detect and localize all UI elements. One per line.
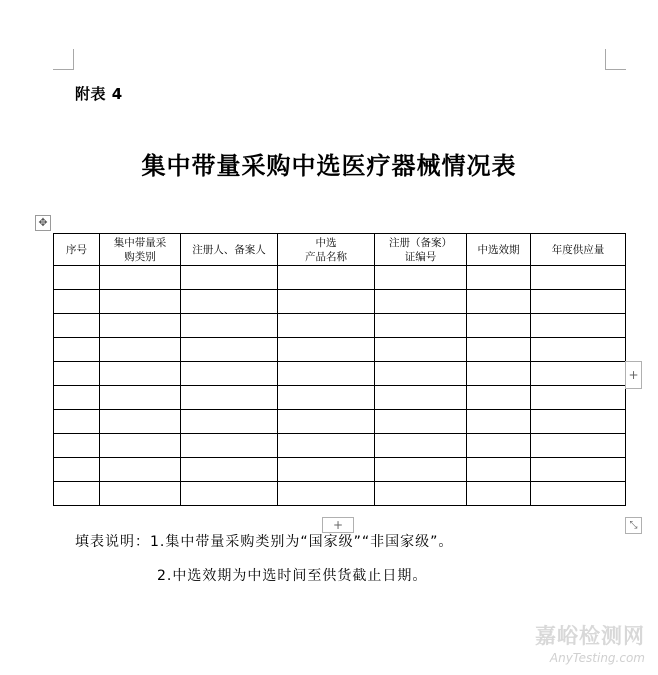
table-cell[interactable] xyxy=(467,266,531,290)
table-cell[interactable] xyxy=(100,314,181,338)
table-cell[interactable] xyxy=(531,362,626,386)
table-cell[interactable] xyxy=(54,482,100,506)
table-cell[interactable] xyxy=(375,314,467,338)
table-cell[interactable] xyxy=(375,386,467,410)
header-annual-supply: 年度供应量 xyxy=(531,234,626,266)
plus-icon: + xyxy=(332,518,344,532)
document-title: 集中带量采购中选医疗器械情况表 xyxy=(141,152,517,180)
table-cell[interactable] xyxy=(278,434,375,458)
table-cell[interactable] xyxy=(375,458,467,482)
table-cell[interactable] xyxy=(278,362,375,386)
note-line-2: 2.中选效期为中选时间至供货截止日期。 xyxy=(157,568,428,584)
table-cell[interactable] xyxy=(54,410,100,434)
header-validity-period: 中选效期 xyxy=(467,234,531,266)
watermark-en: AnyTesting.com xyxy=(549,651,645,665)
table-cell[interactable] xyxy=(467,314,531,338)
table-cell[interactable] xyxy=(375,338,467,362)
add-column-button[interactable] xyxy=(625,361,642,389)
table-cell[interactable] xyxy=(278,290,375,314)
table-row xyxy=(54,338,626,362)
table-cell[interactable] xyxy=(278,458,375,482)
table-cell[interactable] xyxy=(531,266,626,290)
table-cell[interactable] xyxy=(278,338,375,362)
table-resize-handle[interactable] xyxy=(625,517,642,534)
table-cell[interactable] xyxy=(100,434,181,458)
table-cell[interactable] xyxy=(181,266,278,290)
table-cell[interactable] xyxy=(100,362,181,386)
table-cell[interactable] xyxy=(375,434,467,458)
table-cell[interactable] xyxy=(278,410,375,434)
header-registrant: 注册人、备案人 xyxy=(181,234,278,266)
table-cell[interactable] xyxy=(54,362,100,386)
table-cell[interactable] xyxy=(467,386,531,410)
table-cell[interactable] xyxy=(531,482,626,506)
table-cell[interactable] xyxy=(375,290,467,314)
table-cell[interactable] xyxy=(54,338,100,362)
table-cell[interactable] xyxy=(181,410,278,434)
table-cell[interactable] xyxy=(181,338,278,362)
table-cell[interactable] xyxy=(375,266,467,290)
table-cell[interactable] xyxy=(181,458,278,482)
table-cell[interactable] xyxy=(375,482,467,506)
table-row xyxy=(54,266,626,290)
crop-mark-top-left xyxy=(53,49,74,70)
table-cell[interactable] xyxy=(181,434,278,458)
table-body xyxy=(54,266,626,506)
header-serial-number: 序号 xyxy=(54,234,100,266)
table-row xyxy=(54,434,626,458)
crop-mark-top-right xyxy=(605,49,626,70)
table-cell[interactable] xyxy=(467,410,531,434)
table-cell[interactable] xyxy=(100,266,181,290)
table-move-handle[interactable] xyxy=(35,215,51,231)
plus-icon: + xyxy=(628,368,639,382)
table-cell[interactable] xyxy=(531,434,626,458)
table-cell[interactable] xyxy=(54,386,100,410)
procurement-table xyxy=(53,233,626,506)
table-row xyxy=(54,314,626,338)
table-cell[interactable] xyxy=(181,482,278,506)
table-cell[interactable] xyxy=(531,290,626,314)
note-line-1: 填表说明：1.集中带量采购类别为“国家级”“非国家级”。 xyxy=(75,534,454,550)
table-row xyxy=(54,410,626,434)
table-cell[interactable] xyxy=(467,338,531,362)
table-cell[interactable] xyxy=(467,434,531,458)
table-cell[interactable] xyxy=(467,458,531,482)
table-cell[interactable] xyxy=(181,362,278,386)
table-row xyxy=(54,458,626,482)
table-cell[interactable] xyxy=(467,290,531,314)
table-cell[interactable] xyxy=(531,314,626,338)
table-cell[interactable] xyxy=(467,482,531,506)
table-cell[interactable] xyxy=(375,362,467,386)
table-cell[interactable] xyxy=(54,314,100,338)
table-cell[interactable] xyxy=(531,338,626,362)
table-row xyxy=(54,386,626,410)
table-header-row xyxy=(54,234,626,266)
table-cell[interactable] xyxy=(531,410,626,434)
table-row xyxy=(54,290,626,314)
table-cell[interactable] xyxy=(181,290,278,314)
table-cell[interactable] xyxy=(100,290,181,314)
table-cell[interactable] xyxy=(181,314,278,338)
header-certificate-number: 注册（备案） 证编号 xyxy=(375,234,467,266)
watermark-cn: 嘉峪检测网 xyxy=(535,624,645,648)
table-cell[interactable] xyxy=(54,290,100,314)
watermark xyxy=(505,620,645,665)
header-procurement-category: 集中带量采 购类别 xyxy=(100,234,181,266)
resize-icon: ⤡ xyxy=(629,520,638,531)
table-cell[interactable] xyxy=(531,458,626,482)
table-cell[interactable] xyxy=(278,266,375,290)
table-row xyxy=(54,362,626,386)
table-row xyxy=(54,482,626,506)
table-cell[interactable] xyxy=(100,482,181,506)
header-product-name: 中选 产品名称 xyxy=(278,234,375,266)
table-cell[interactable] xyxy=(531,386,626,410)
table-cell[interactable] xyxy=(100,458,181,482)
table-cell[interactable] xyxy=(467,362,531,386)
table-cell[interactable] xyxy=(54,266,100,290)
table-cell[interactable] xyxy=(278,314,375,338)
move-icon: ✥ xyxy=(38,216,48,229)
table-cell[interactable] xyxy=(100,410,181,434)
table-cell[interactable] xyxy=(278,482,375,506)
table-cell[interactable] xyxy=(100,386,181,410)
table-cell[interactable] xyxy=(100,338,181,362)
table-cell[interactable] xyxy=(278,386,375,410)
table-cell[interactable] xyxy=(181,386,278,410)
table-cell[interactable] xyxy=(54,434,100,458)
table-cell[interactable] xyxy=(54,458,100,482)
table-cell[interactable] xyxy=(375,410,467,434)
attachment-label: 附表 4 xyxy=(75,85,123,103)
